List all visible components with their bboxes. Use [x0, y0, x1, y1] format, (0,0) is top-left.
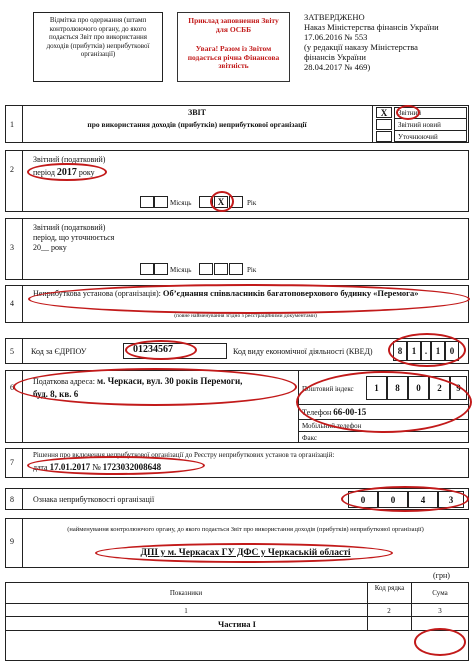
table-header: Сума — [432, 589, 448, 597]
refine-line: Звітний (податковий) — [33, 223, 106, 232]
kved-digit: 0 — [445, 341, 459, 361]
postal-digit: 9 — [450, 376, 467, 400]
highlight-oval — [28, 284, 470, 314]
nonprofit-digit: 4 — [408, 491, 438, 508]
highlight-oval — [296, 371, 472, 433]
highlight-oval — [341, 486, 469, 512]
postal-digit: 1 — [366, 376, 387, 400]
year-mark[interactable]: X — [214, 196, 228, 208]
kved-digit: 8 — [393, 341, 407, 361]
report-type-label: Звітний новий — [398, 121, 441, 129]
fax-label: Факс — [302, 434, 317, 442]
month-label: Місяць — [170, 199, 192, 207]
highlight-oval — [396, 105, 420, 120]
approved-line: Наказ Міністерства фінансів України — [304, 22, 439, 32]
address-line-2: буд. 8, кв. 6 — [33, 389, 79, 399]
kved-digit: . — [421, 341, 431, 361]
approval-block — [304, 12, 469, 72]
period-line: Звітний (податковий) — [33, 155, 106, 164]
section-number: 8 — [10, 495, 14, 504]
stamp-note: Відмітка про одержання (штамп контролюючого органу, до якого подається Звіт про використання доходів (прибутків) неприбуткової організації) — [46, 16, 150, 58]
report-type-label: Звітний — [398, 109, 422, 117]
year-label: Рік — [247, 266, 257, 274]
column-number: 2 — [387, 607, 391, 615]
org-note: (повне найменування згідно з реєстраційними документами) — [174, 313, 317, 319]
year-label: Рік — [247, 199, 257, 207]
column-number: 1 — [184, 607, 188, 615]
approved-line: 28.04.2017 № 469) — [304, 62, 371, 72]
number-label: № — [92, 462, 101, 472]
period-year-suffix: року — [78, 168, 95, 177]
highlight-oval — [95, 543, 393, 563]
date-label: дата — [33, 463, 48, 472]
registry-number: 1723032008648 — [102, 462, 162, 472]
phone-label: Телефон — [302, 408, 332, 417]
postal-digit: 0 — [408, 376, 429, 400]
authority-name: ДПІ у м. Черкасах ГУ ДФС у Черкаській області — [140, 548, 351, 558]
table-header: Показники — [169, 589, 203, 597]
kved-digit: 1 — [431, 341, 445, 361]
report-subtitle: про використання доходів (прибутків) неприбуткової організації — [87, 120, 307, 129]
highlight-oval — [27, 163, 107, 181]
period-year: 2017 — [56, 167, 77, 178]
section-number: 4 — [10, 299, 14, 308]
report-type-check-3[interactable] — [376, 131, 392, 142]
address-label: Податкова адреса: — [33, 377, 95, 386]
edrpou-value: 01234567 — [133, 344, 173, 355]
authority-note: (найменування контролюючого органу, до якого подається Звіт про використання доходів (прибутків) неприбуткової організації) — [67, 526, 424, 533]
report-type-check-2[interactable] — [376, 119, 392, 130]
section-number: 6 — [10, 383, 14, 392]
section-number: 3 — [10, 243, 14, 252]
section-number: 7 — [10, 458, 14, 467]
period-label: період — [33, 168, 55, 177]
unit-label: (грн) — [433, 571, 450, 580]
org-name-1: Об’єднання співвласників багатоповерхового будинку — [162, 288, 372, 298]
postal-label: Поштовий індекс — [302, 385, 354, 393]
approved-line: 17.06.2016 № 553 — [304, 32, 368, 42]
month-label: Місяць — [170, 266, 192, 274]
table-header: Код рядка — [374, 584, 405, 592]
refine-line: період, що уточнюється — [33, 233, 115, 242]
nonprofit-digit: 3 — [438, 491, 464, 508]
section-number: 5 — [10, 347, 14, 356]
approved-line: (у редакції наказу Міністерства — [304, 42, 418, 52]
address-line-1: м. Черкаси, вул. 30 років Перемоги, — [96, 376, 243, 386]
edrpou-label: Код за ЄДРПОУ — [31, 347, 87, 356]
org-name-2: «Перемога» — [373, 288, 419, 298]
highlight-oval — [13, 368, 297, 406]
refine-line: 20__ року — [33, 243, 67, 252]
report-title: ЗВІТ — [187, 108, 206, 117]
kved-label: Код виду економічної діяльності (КВЕД) — [233, 347, 373, 356]
highlight-oval — [388, 333, 466, 367]
approved-line: фінансів України — [304, 52, 366, 62]
nonprofit-digit: 0 — [378, 491, 408, 508]
postal-digit: 2 — [429, 376, 450, 400]
column-number: 3 — [438, 607, 442, 615]
org-label: Неприбуткова установа (організація): — [33, 289, 161, 298]
registry-text: Рішення про включення неприбуткової організації до Реєстру неприбуткових установ та організацій: — [33, 451, 335, 459]
nonprofit-label: Ознака неприбутковості організації — [33, 495, 155, 504]
highlight-oval — [125, 340, 197, 360]
section-number: 2 — [10, 165, 14, 174]
part-title: Частина І — [218, 619, 256, 629]
approved-title: ЗАТВЕРДЖЕНО — [304, 12, 365, 22]
sample-warning: Увага! Разом із Звітом подається річна Фінансова звітність — [187, 44, 280, 70]
section-number: 1 — [10, 120, 14, 129]
section-number: 9 — [10, 537, 14, 546]
registry-date: 17.01.2017 — [49, 462, 91, 472]
kved-digit: 1 — [407, 341, 421, 361]
mobile-label: Мобільний телефон — [302, 422, 362, 430]
sample-title: Приклад заповнення Звіту для ОСББ — [188, 16, 279, 34]
report-type-check-1[interactable]: X — [376, 107, 392, 118]
phone-value: 66-00-15 — [333, 407, 367, 417]
highlight-oval — [210, 191, 234, 212]
postal-digit: 8 — [387, 376, 408, 400]
nonprofit-digit: 0 — [348, 491, 378, 508]
highlight-oval — [414, 628, 466, 656]
highlight-oval — [27, 456, 205, 475]
report-type-label: Уточнюючий — [398, 133, 438, 141]
